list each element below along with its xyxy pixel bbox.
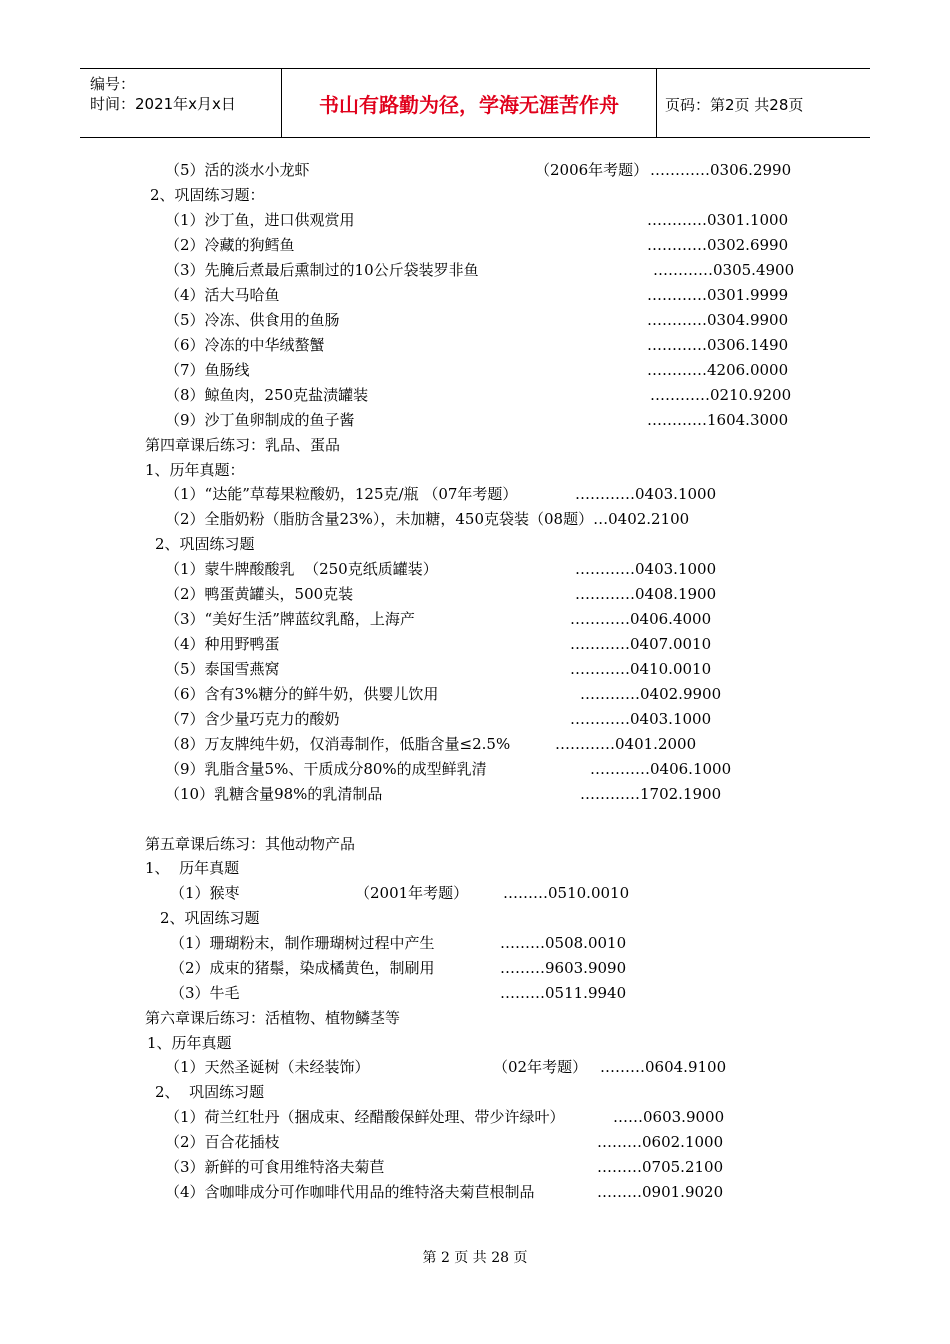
line-text: （6）冷冻的中华绒螯蟹 xyxy=(165,336,325,354)
line-text: 2、巩固练习题： xyxy=(150,186,265,204)
line-code: …………1702.1900 xyxy=(580,785,722,803)
line-note: （2006年考题） xyxy=(535,161,649,179)
line-text: （9）沙丁鱼卵制成的鱼子酱 xyxy=(165,411,355,429)
line-code: …………0408.1900 xyxy=(575,585,717,603)
line-text: （4）含咖啡成分可作咖啡代用品的维特洛夫菊苣根制品 xyxy=(165,1183,535,1201)
line-text: （9）乳脂含量5%、干质成分80%的成型鲜乳清 xyxy=(165,760,487,778)
doc-time-label: 时间：2021年x月x日 xyxy=(90,95,236,113)
header-meta xyxy=(90,74,236,114)
line-text: （1）“达能”草莓果粒酸奶，125克/瓶 （07年考题） xyxy=(165,485,518,503)
line-text: （5）冷冻、供食用的鱼肠 xyxy=(165,311,340,329)
line-code: …………0301.9999 xyxy=(647,286,789,304)
line-code: ………0510.0010 xyxy=(503,884,630,902)
line-code: ………0511.9940 xyxy=(500,984,627,1002)
line-text: （1）珊瑚粉末，制作珊瑚树过程中产生 xyxy=(170,934,435,952)
line-text: （2）百合花插枝 xyxy=(165,1133,280,1151)
line-code: …………0401.2000 xyxy=(555,735,697,753)
header-page-info: 页码：第2页 共28页 xyxy=(665,96,804,114)
line-code: ………0602.1000 xyxy=(597,1133,724,1151)
line-text: 1、历年真题 xyxy=(147,1034,232,1052)
line-code: …………0406.1000 xyxy=(590,760,732,778)
line-code: …………0407.0010 xyxy=(570,635,712,653)
line-text: （3）牛毛 xyxy=(170,984,240,1002)
line-text: （4）种用野鸭蛋 xyxy=(165,635,280,653)
line-code: …………0403.1000 xyxy=(570,710,712,728)
line-text: （10）乳糖含量98%的乳清制品 xyxy=(165,785,383,803)
page-footer: 第 2 页 共 28 页 xyxy=(422,1250,528,1266)
line-code: ………0901.9020 xyxy=(597,1183,724,1201)
line-text: 第六章课后练习：活植物、植物鳞茎等 xyxy=(145,1009,401,1027)
line-text: （2）成束的猪鬃，染成橘黄色，制刷用 xyxy=(170,959,435,977)
line-text: （3）新鲜的可食用维特洛夫菊苣 xyxy=(165,1158,385,1176)
line-text: （3）先腌后煮最后熏制过的10公斤袋装罗非鱼 xyxy=(165,261,479,279)
header-divider xyxy=(656,69,657,137)
line-code: …………0306.2990 xyxy=(650,161,792,179)
line-code: …………0402.9900 xyxy=(580,685,722,703)
line-note: （2001年考题） xyxy=(355,884,469,902)
line-text: 2、巩固练习题 xyxy=(155,535,255,553)
line-code: …………0403.1000 xyxy=(575,560,717,578)
line-text: （7）鱼肠线 xyxy=(165,361,250,379)
line-text: （5）活的淡水小龙虾 xyxy=(165,161,310,179)
line-text: （2）鸭蛋黄罐头，500克装 xyxy=(165,585,354,603)
line-text: 1、 历年真题 xyxy=(145,859,240,877)
line-code: …………0406.4000 xyxy=(570,610,712,628)
line-text: 第五章课后练习：其他动物产品 xyxy=(145,835,356,853)
line-code: …………4206.0000 xyxy=(647,361,789,379)
line-code: ………0705.2100 xyxy=(597,1158,724,1176)
line-code: …………0403.1000 xyxy=(575,485,717,503)
line-text: 2、巩固练习题 xyxy=(160,909,260,927)
line-code: ………9603.9090 xyxy=(500,959,627,977)
line-text: （2）冷藏的狗鳕鱼 xyxy=(165,236,295,254)
line-text: （1）沙丁鱼，进口供观赏用 xyxy=(165,211,355,229)
line-code: …………0410.0010 xyxy=(570,660,712,678)
line-code: …………0302.6990 xyxy=(647,236,789,254)
doc-number-label: 编号： xyxy=(90,75,136,93)
line-text: （4）活大马哈鱼 xyxy=(165,286,280,304)
line-code: …………0210.9200 xyxy=(650,386,792,404)
line-text: （3）“美好生活”牌蓝纹乳酪，上海产 xyxy=(165,610,415,628)
line-text: （2）全脂奶粉（脂肪含量23%），未加糖，450克袋装（08题）…0402.2100 xyxy=(165,510,690,528)
line-text: （6）含有3%糖分的鲜牛奶，供婴儿饮用 xyxy=(165,685,439,703)
line-text: （8）鲸鱼肉，250克盐渍罐装 xyxy=(165,386,369,404)
line-text: （1）荷兰红牡丹（捆成束、经醋酸保鲜处理、带少许绿叶） xyxy=(165,1108,565,1126)
line-text: （1）天然圣诞树（未经装饰） xyxy=(165,1058,370,1076)
line-code: ……0603.9000 xyxy=(613,1108,725,1126)
line-text: （1）蒙牛牌酸酸乳 （250克纸质罐装） xyxy=(165,560,438,578)
line-code: …………1604.3000 xyxy=(647,411,789,429)
line-text: （5）泰国雪燕窝 xyxy=(165,660,280,678)
line-code: ………0508.0010 xyxy=(500,934,627,952)
header-motto: 书山有路勤为径，学海无涯苦作舟 xyxy=(319,92,619,117)
line-text: （8）万友牌纯牛奶，仅消毒制作，低脂含量≤2.5% xyxy=(165,735,511,753)
line-code: …………0305.4900 xyxy=(653,261,795,279)
line-code: ………0604.9100 xyxy=(600,1058,727,1076)
page-header xyxy=(80,68,870,138)
line-text: （7）含少量巧克力的酸奶 xyxy=(165,710,340,728)
line-text: （1）猴枣 xyxy=(170,884,240,902)
line-code: …………0306.1490 xyxy=(647,336,789,354)
line-note: （02年考题） xyxy=(493,1058,588,1076)
line-text: 第四章课后练习：乳品、蛋品 xyxy=(145,436,341,454)
line-code: …………0301.1000 xyxy=(647,211,789,229)
line-text: 1、历年真题： xyxy=(145,461,245,479)
line-text: 2、 巩固练习题 xyxy=(155,1083,265,1101)
line-code: …………0304.9900 xyxy=(647,311,789,329)
